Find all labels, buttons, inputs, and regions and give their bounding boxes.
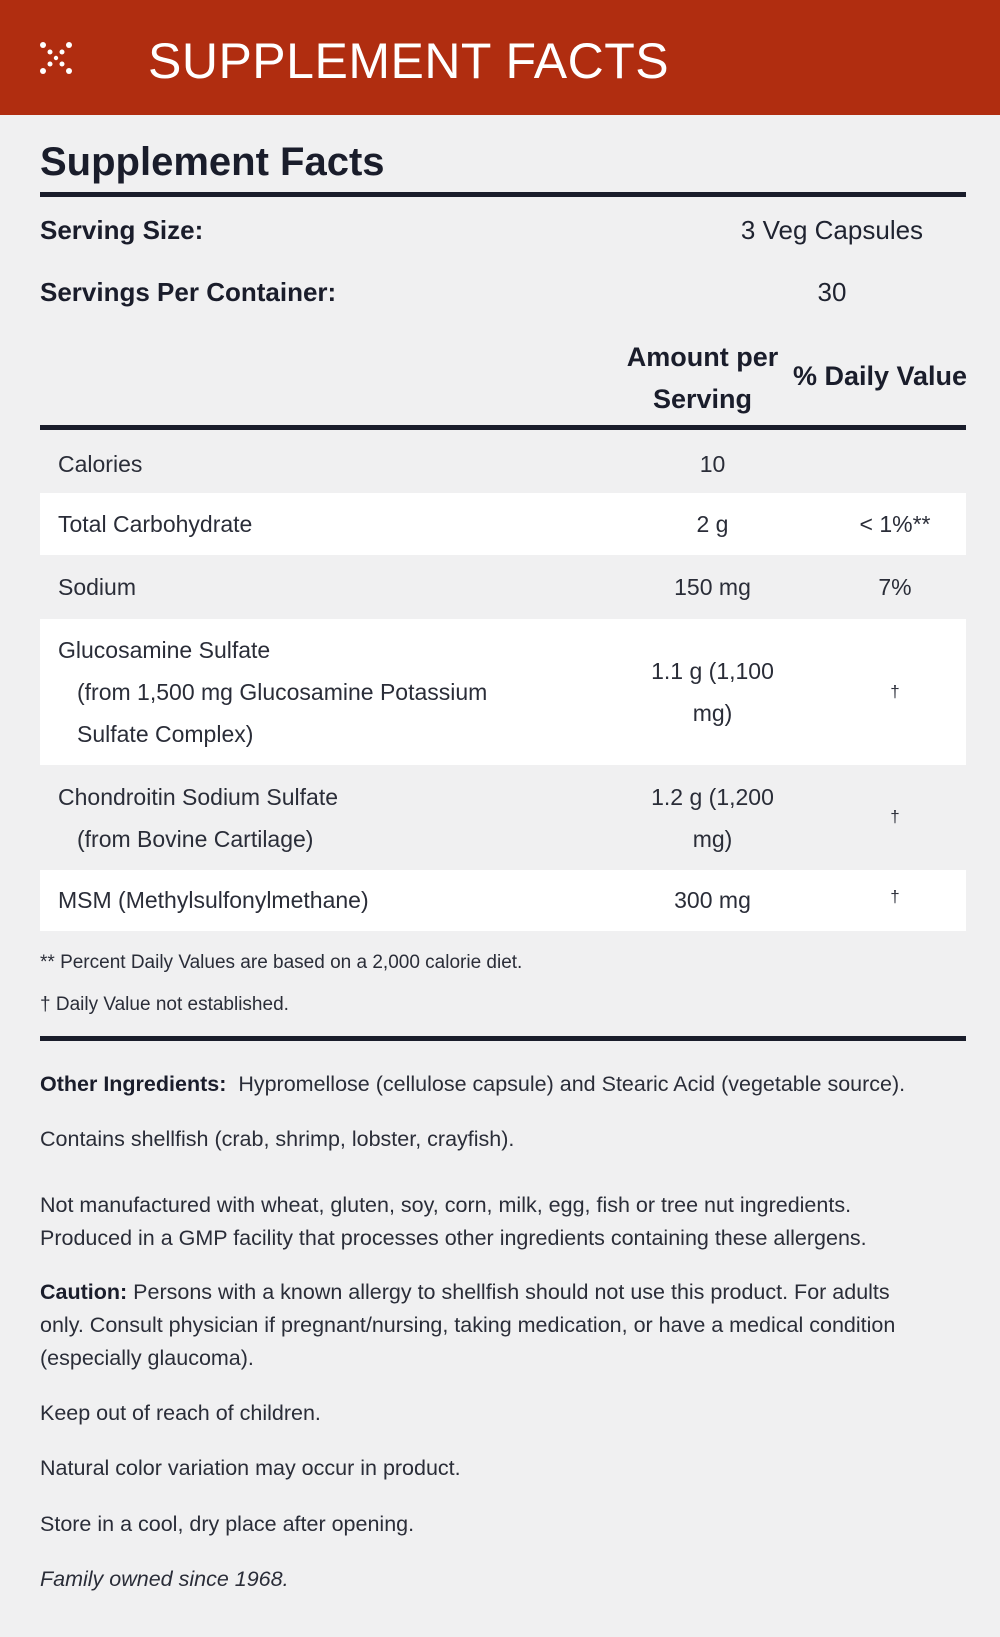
caution-line-2: only. Consult physician if pregnant/nursing, taking medication, or have a medical condition [40,1313,896,1337]
nutrient-amount: 2 g [696,511,729,537]
dagger-mark: † [890,807,900,826]
footnote-dagger: † Daily Value not established. [40,994,289,1015]
contains-shellfish: Contains shellfish (crab, shrimp, lobster, crayfish). [40,1127,515,1151]
nutrient-name: MSM (Methylsulfonylmethane) [58,887,369,913]
nutrient-amount: 1.1 g (1,100 [651,658,774,684]
nutrient-amount-cont: mg) [692,700,733,726]
nutrient-daily-value: 7% [878,574,912,600]
family-owned-note: Family owned since 1968. [40,1567,289,1591]
serving-size-value: 3 Veg Capsules [740,215,924,245]
bottom-rule [40,1036,966,1041]
nutrient-amount: 1.2 g (1,200 [651,784,774,810]
other-ingredients-label: Other Ingredients: [40,1072,227,1096]
other-ingredients-text: Hypromellose (cellulose capsule) and Stearic Acid (vegetable source). [238,1072,906,1096]
table-row-sodium [40,556,966,618]
nutrient-amount-block [620,776,805,860]
banner-title: SUPPLEMENT FACTS [148,33,670,89]
servings-per-container-label: Servings Per Container: [40,277,337,307]
nutrient-amount: 10 [699,451,726,477]
nutrient-source-cont: Sulfate Complex) [77,721,254,747]
table-row-glucosamine [40,619,966,765]
amount-header [610,336,795,420]
caution-statement [40,1276,970,1375]
header-banner [0,0,1000,115]
nutrient-source: (from Bovine Cartilage) [77,826,314,852]
nutrient-amount: 150 mg [674,574,751,600]
nutrient-name-block [58,629,578,755]
allergen-statement [40,1189,970,1255]
footnote-percent-daily: ** Percent Daily Values are based on a 2,000 calorie diet. [40,952,523,973]
color-variation-note: Natural color variation may occur in product. [40,1456,461,1480]
nutrient-amount-block [620,650,805,734]
nutrient-name: Total Carbohydrate [58,511,253,537]
keep-out-of-reach: Keep out of reach of children. [40,1401,321,1425]
serving-size-label: Serving Size: [40,215,204,245]
other-ingredients [40,1068,970,1101]
dagger-mark: † [890,682,900,701]
storage-note: Store in a cool, dry place after opening. [40,1512,415,1536]
allergen-line-2: Produced in a GMP facility that processes other ingredients containing these allergens. [40,1226,867,1250]
caution-line-1: Persons with a known allergy to shellfish should not use this product. For adults [133,1280,890,1304]
sparkle-cross-icon[interactable] [38,40,74,76]
caution-label: Caution: [40,1280,128,1304]
nutrient-source: (from 1,500 mg Glucosamine Potassium [77,679,488,705]
table-row-msm [40,870,966,931]
nutrient-name: Calories [58,451,143,477]
amount-header-line2: Serving [652,384,753,414]
nutrient-amount-cont: mg) [692,826,733,852]
amount-header-line1: Amount per [626,342,779,372]
panel-title: Supplement Facts [40,140,385,184]
allergen-line-1: Not manufactured with wheat, gluten, soy, corn, milk, egg, fish or tree nut ingredients. [40,1193,852,1217]
nutrient-amount: 300 mg [674,887,751,913]
top-rule [40,192,966,197]
nutrient-name-block [58,776,578,860]
table-row-chondroitin [40,766,966,869]
table-row-calories [40,437,966,491]
daily-value-header: % Daily Value [792,361,968,391]
table-header-rule [40,425,966,430]
nutrient-daily-value: < 1%** [859,511,931,537]
table-row-carbohydrate [40,493,966,555]
servings-per-container-value: 30 [817,277,847,307]
dagger-mark: † [890,887,900,906]
caution-line-3: (especially glaucoma). [40,1346,254,1370]
nutrient-name: Glucosamine Sulfate [58,637,271,663]
nutrient-name: Chondroitin Sodium Sulfate [58,784,338,810]
nutrient-name: Sodium [58,574,136,600]
